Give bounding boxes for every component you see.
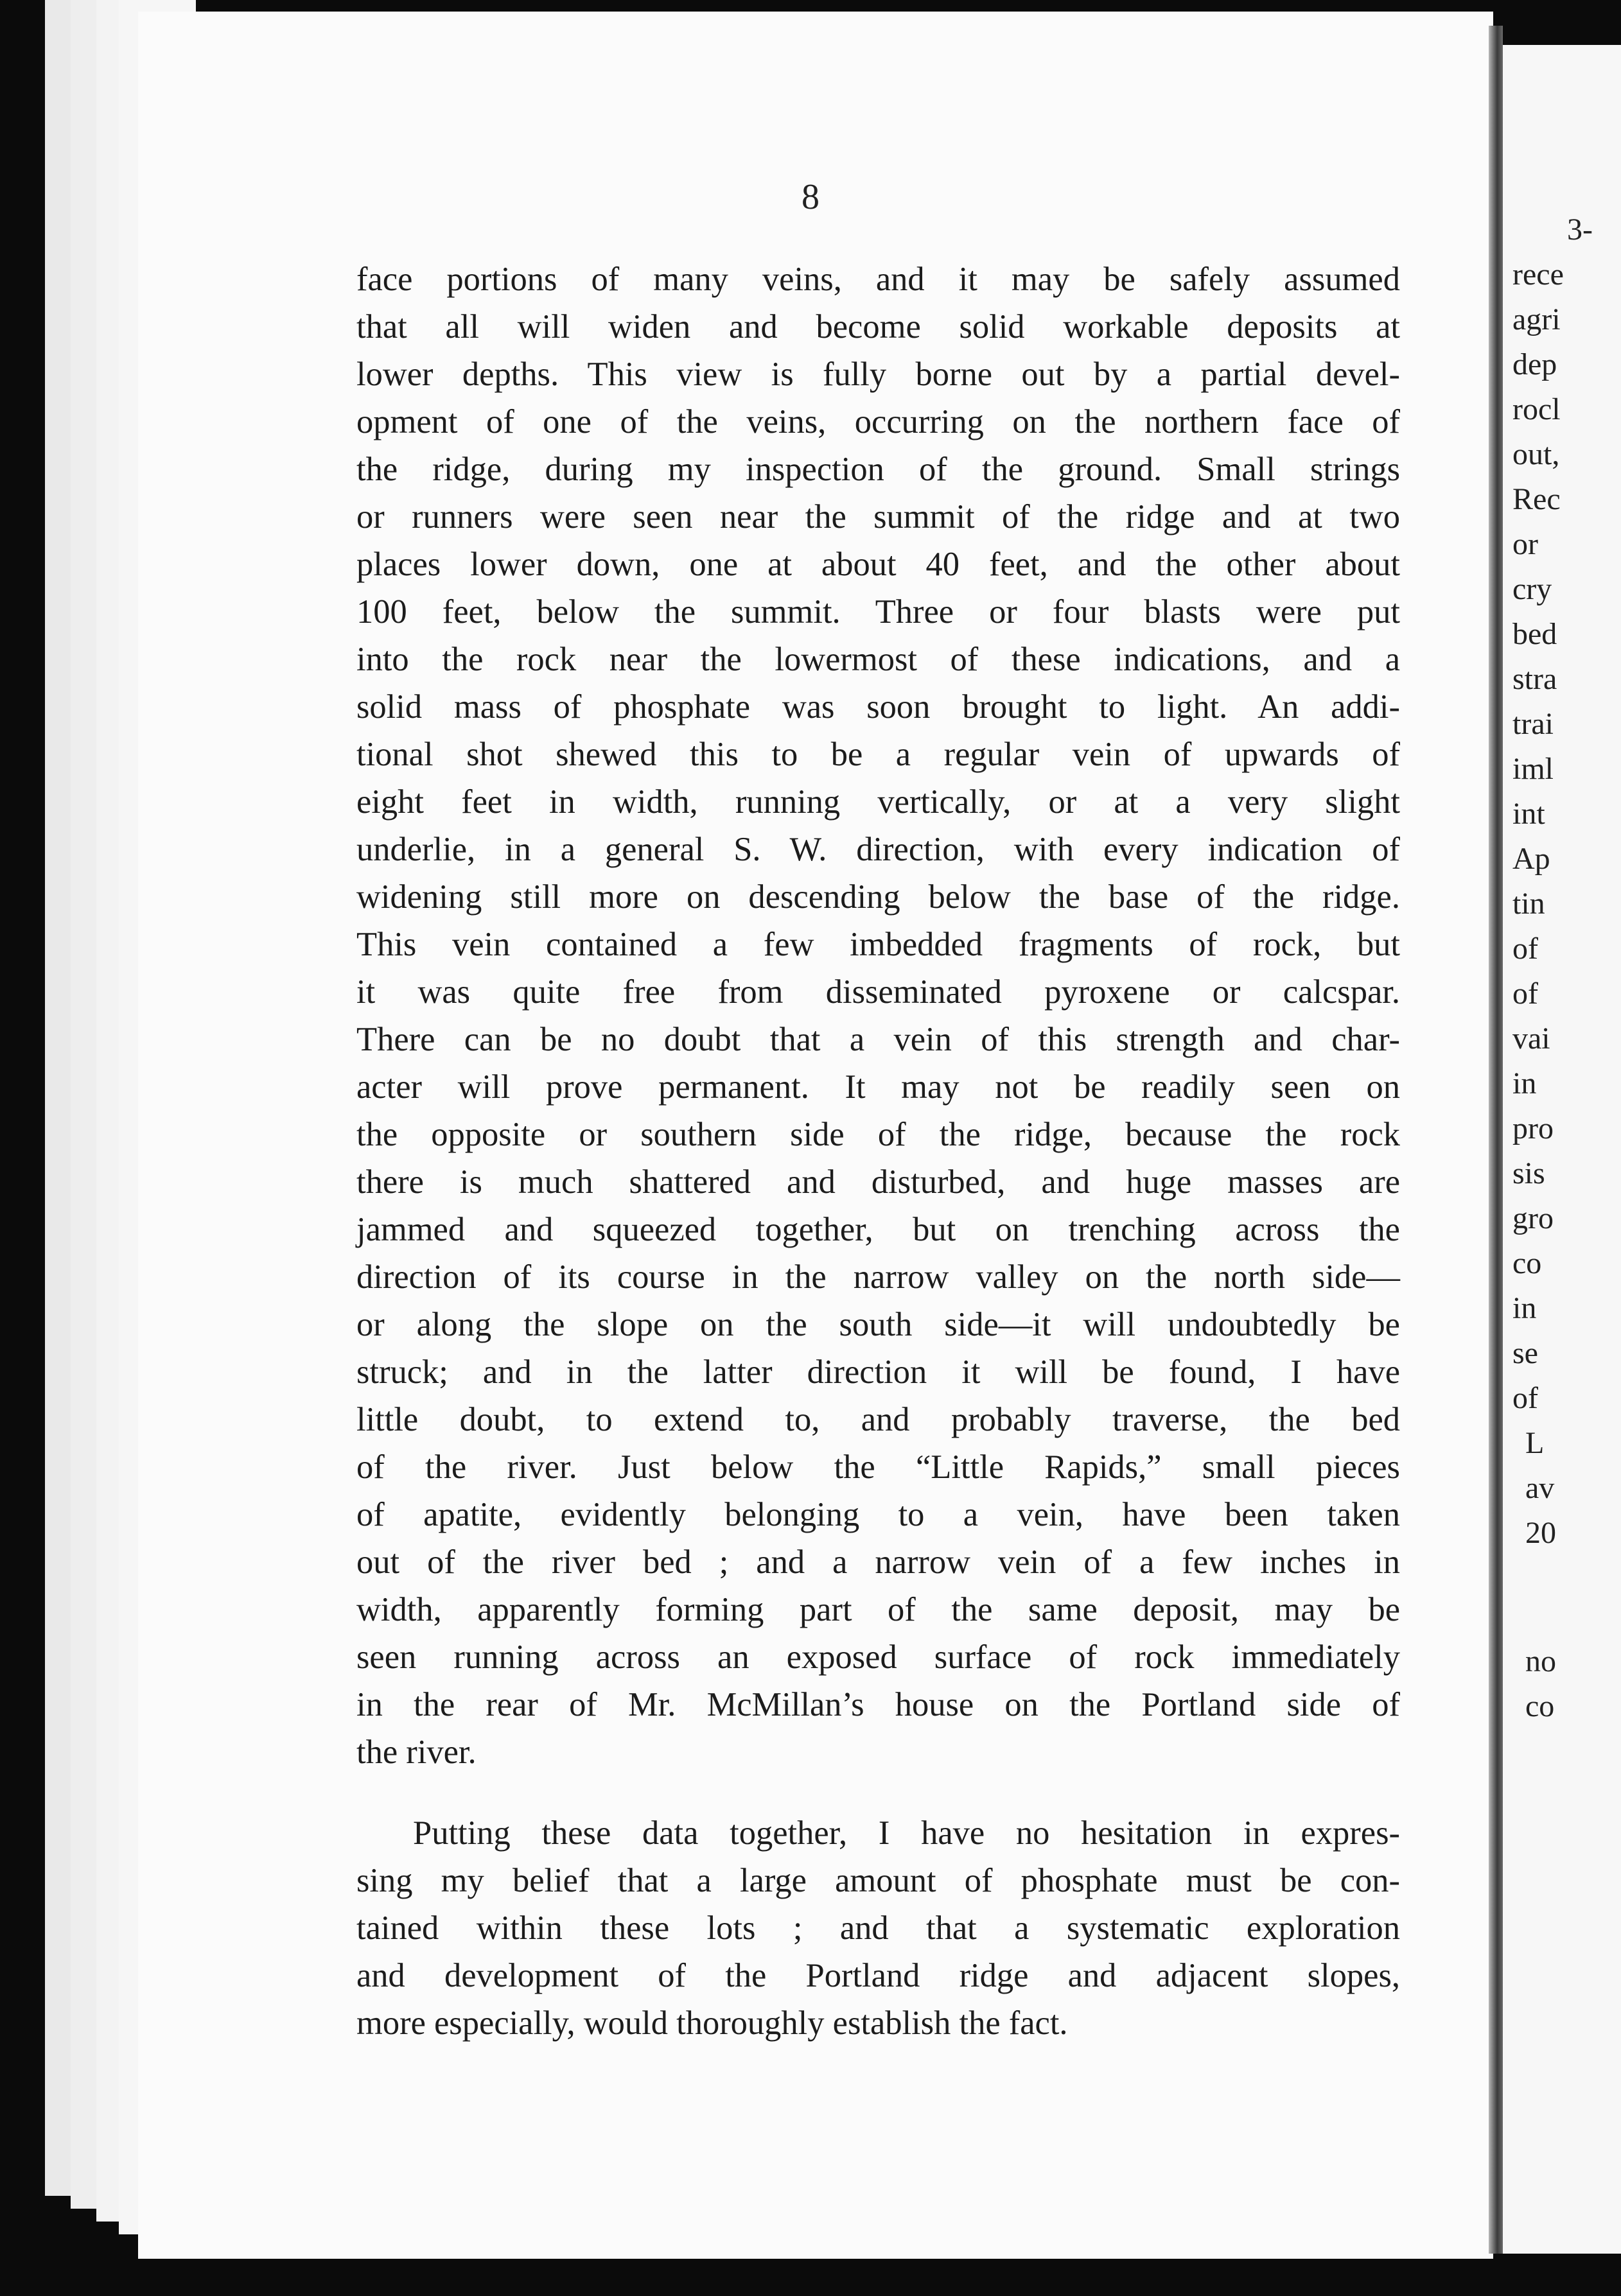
facing-page — [1503, 45, 1621, 2254]
facing-page-fragment: of — [1512, 977, 1538, 1011]
facing-page-fragment: or — [1512, 527, 1538, 561]
text-line: lower depths. This view is fully borne out by a partial devel- — [356, 356, 1400, 393]
text-line: sing my belief that a large amount of phosphate must be con- — [356, 1862, 1400, 1899]
text-line: tional shot shewed this to be a regular vein of upwards of — [356, 736, 1400, 773]
facing-page-fragment: 3- — [1567, 213, 1593, 247]
text-line: little doubt, to extend to, and probably traverse, the bed — [356, 1401, 1400, 1438]
facing-page-fragment: 20 — [1525, 1516, 1556, 1550]
text-line: the opposite or southern side of the ridge, because the rock — [356, 1116, 1400, 1153]
page-number: 8 — [802, 177, 819, 217]
text-line: face portions of many veins, and it may be safely assumed — [356, 261, 1400, 298]
facing-page-fragment: tin — [1512, 887, 1545, 921]
facing-page-fragment: rocl — [1512, 392, 1561, 426]
facing-page-fragment: int — [1512, 797, 1545, 831]
paragraph-2 — [356, 1809, 1400, 2047]
facing-page-fragment: Rec — [1512, 482, 1561, 516]
text-line: direction of its course in the narrow valley on the north side— — [356, 1258, 1400, 1296]
text-line: This vein contained a few imbedded fragments of rock, but — [356, 926, 1400, 963]
text-line: the ridge, during my inspection of the ground. Small strings — [356, 451, 1400, 488]
facing-page-fragment: trai — [1512, 707, 1554, 741]
text-line: struck; and in the latter direction it will be found, I have — [356, 1353, 1400, 1391]
text-line: in the rear of Mr. McMillan’s house on the Portland side of — [356, 1686, 1400, 1723]
facing-page-fragment: Ap — [1512, 842, 1550, 876]
text-line: it was quite free from disseminated pyroxene or calcspar. — [356, 973, 1400, 1011]
text-line: acter will prove permanent. It may not be readily seen on — [356, 1068, 1400, 1106]
facing-page-fragment: rece — [1512, 257, 1564, 291]
text-line: into the rock near the lowermost of these indications, and a — [356, 641, 1400, 678]
text-line: width, apparently forming part of the same deposit, may be — [356, 1591, 1400, 1628]
text-line: out of the river bed ; and a narrow vein of a few inches in — [356, 1544, 1400, 1581]
text-line: or runners were seen near the summit of the ridge and at two — [356, 498, 1400, 535]
facing-page-fragment: gro — [1512, 1201, 1554, 1235]
facing-page-fragment: of — [1512, 932, 1538, 966]
facing-page-fragment: pro — [1512, 1111, 1554, 1145]
text-line: 100 feet, below the summit. Three or four blasts were put — [356, 593, 1400, 631]
facing-page-fragment: av — [1525, 1471, 1555, 1505]
facing-page-fragment: out, — [1512, 437, 1560, 471]
text-line: of the river. Just below the “Little Rapids,” small pieces — [356, 1448, 1400, 1486]
facing-page-fragment: vai — [1512, 1022, 1550, 1056]
text-line: that all will widen and become solid workable deposits at — [356, 308, 1400, 345]
facing-page-fragment: co — [1512, 1246, 1542, 1280]
paragraph-1 — [356, 256, 1400, 1776]
text-line: places lower down, one at about 40 feet, and the other about — [356, 546, 1400, 583]
facing-page-fragment: of — [1512, 1381, 1538, 1415]
book-gutter — [1489, 26, 1503, 2254]
facing-page-fragment: no — [1525, 1644, 1556, 1678]
text-line: jammed and squeezed together, but on trenching across the — [356, 1211, 1400, 1248]
text-line: seen running across an exposed surface of rock immediately — [356, 1639, 1400, 1676]
text-line: opment of one of the veins, occurring on the northern face of — [356, 403, 1400, 440]
facing-page-fragment: bed — [1512, 617, 1557, 651]
text-line: Putting these data together, I have no hesitation in expres- — [413, 1814, 1400, 1852]
facing-page-fragment: L — [1525, 1426, 1545, 1460]
facing-page-fragment: iml — [1512, 752, 1554, 786]
facing-page-fragment: cry — [1512, 572, 1552, 606]
text-line: eight feet in width, running vertically, or at a very slight — [356, 783, 1400, 821]
text-line: widening still more on descending below the base of the ridge. — [356, 878, 1400, 916]
text-line: the river. — [356, 1734, 477, 1771]
text-line: tained within these lots ; and that a systematic exploration — [356, 1909, 1400, 1947]
facing-page-fragment: stra — [1512, 662, 1557, 696]
facing-page-fragment: dep — [1512, 347, 1557, 381]
text-line: or along the slope on the south side—it will undoubtedly be — [356, 1306, 1400, 1343]
text-line: of apatite, evidently belonging to a vein, have been taken — [356, 1496, 1400, 1533]
text-line: solid mass of phosphate was soon brought to light. An addi- — [356, 688, 1400, 726]
facing-page-fragment: in — [1512, 1066, 1537, 1100]
text-line: more especially, would thoroughly establish the fact. — [356, 2005, 1068, 2042]
facing-page-fragment: sis — [1512, 1156, 1545, 1190]
facing-page-fragment: agri — [1512, 302, 1561, 336]
facing-page-fragment: co — [1525, 1689, 1555, 1723]
text-line: and development of the Portland ridge and adjacent slopes, — [356, 1957, 1400, 1994]
facing-page-fragment: in — [1512, 1291, 1537, 1325]
text-line: there is much shattered and disturbed, and huge masses are — [356, 1163, 1400, 1201]
text-line: underlie, in a general S. W. direction, with every indication of — [356, 831, 1400, 868]
body-text — [356, 256, 1400, 2047]
text-line: There can be no doubt that a vein of this strength and char- — [356, 1021, 1400, 1058]
facing-page-fragment: se — [1512, 1336, 1538, 1370]
